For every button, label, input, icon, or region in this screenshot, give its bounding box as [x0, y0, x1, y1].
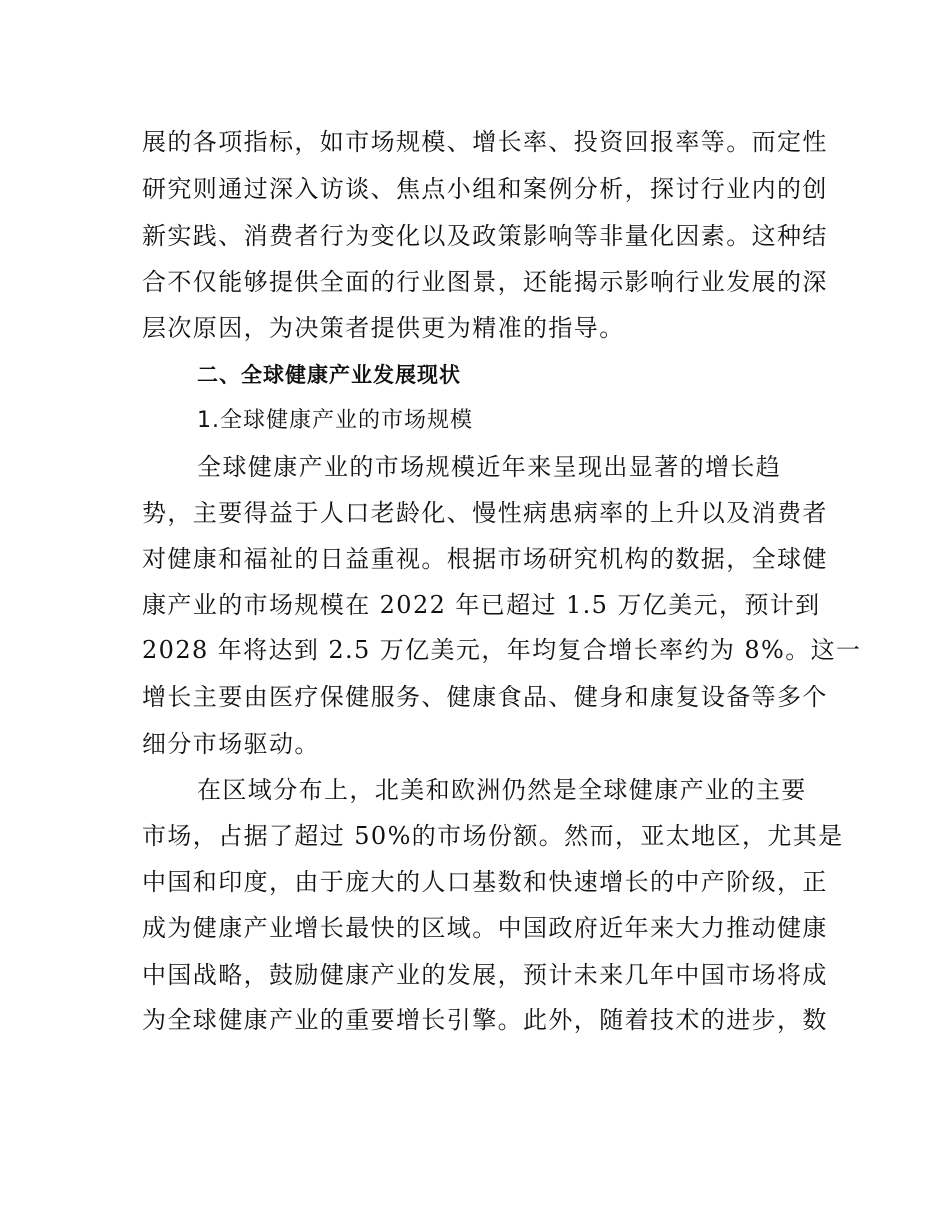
- paragraph-line: 细分市场驱动。: [142, 730, 320, 758]
- paragraph-line: 新实践、消费者行为变化以及政策影响等非量化因素。这种结: [142, 222, 828, 250]
- paragraph-line: 市场，占据了超过 50%的市场份额。然而，亚太地区，尤其是: [142, 822, 844, 850]
- paragraph-line: 增长主要由医疗保健服务、健康食品、健身和康复设备等多个: [142, 683, 828, 711]
- paragraph-line: 在区域分布上，北美和欧洲仍然是全球健康产业的主要: [197, 776, 807, 804]
- subsection-heading: 1.全球健康产业的市场规模: [197, 408, 473, 433]
- paragraph-line: 势，主要得益于人口老龄化、慢性病患病率的上升以及消费者: [142, 499, 828, 527]
- paragraph-line: 成为健康产业增长最快的区域。中国政府近年来大力推动健康: [142, 914, 828, 942]
- paragraph-line: 为全球健康产业的重要增长引擎。此外，随着技术的进步，数: [142, 1006, 828, 1034]
- section-heading: 二、全球健康产业发展现状: [197, 363, 461, 387]
- paragraph-line: 层次原因，为决策者提供更为精准的指导。: [142, 314, 625, 342]
- paragraph-line: 展的各项指标，如市场规模、增长率、投资回报率等。而定性: [142, 128, 828, 156]
- paragraph-line: 中国和印度，由于庞大的人口基数和快速增长的中产阶级，正: [142, 868, 828, 896]
- paragraph-line: 合不仅能够提供全面的行业图景，还能揭示影响行业发展的深: [142, 268, 828, 296]
- paragraph-line: 对健康和福祉的日益重视。根据市场研究机构的数据，全球健: [142, 545, 828, 573]
- paragraph-line: 康产业的市场规模在 2022 年已超过 1.5 万亿美元，预计到: [142, 591, 821, 619]
- paragraph-line: 中国战略，鼓励健康产业的发展，预计未来几年中国市场将成: [142, 961, 828, 989]
- paragraph-line: 全球健康产业的市场规模近年来呈现出显著的增长趋: [197, 453, 782, 481]
- paragraph-line: 2028 年将达到 2.5 万亿美元，年均复合增长率约为 8%。这一: [142, 636, 862, 664]
- paragraph-line: 研究则通过深入访谈、焦点小组和案例分析，探讨行业内的创: [142, 175, 828, 203]
